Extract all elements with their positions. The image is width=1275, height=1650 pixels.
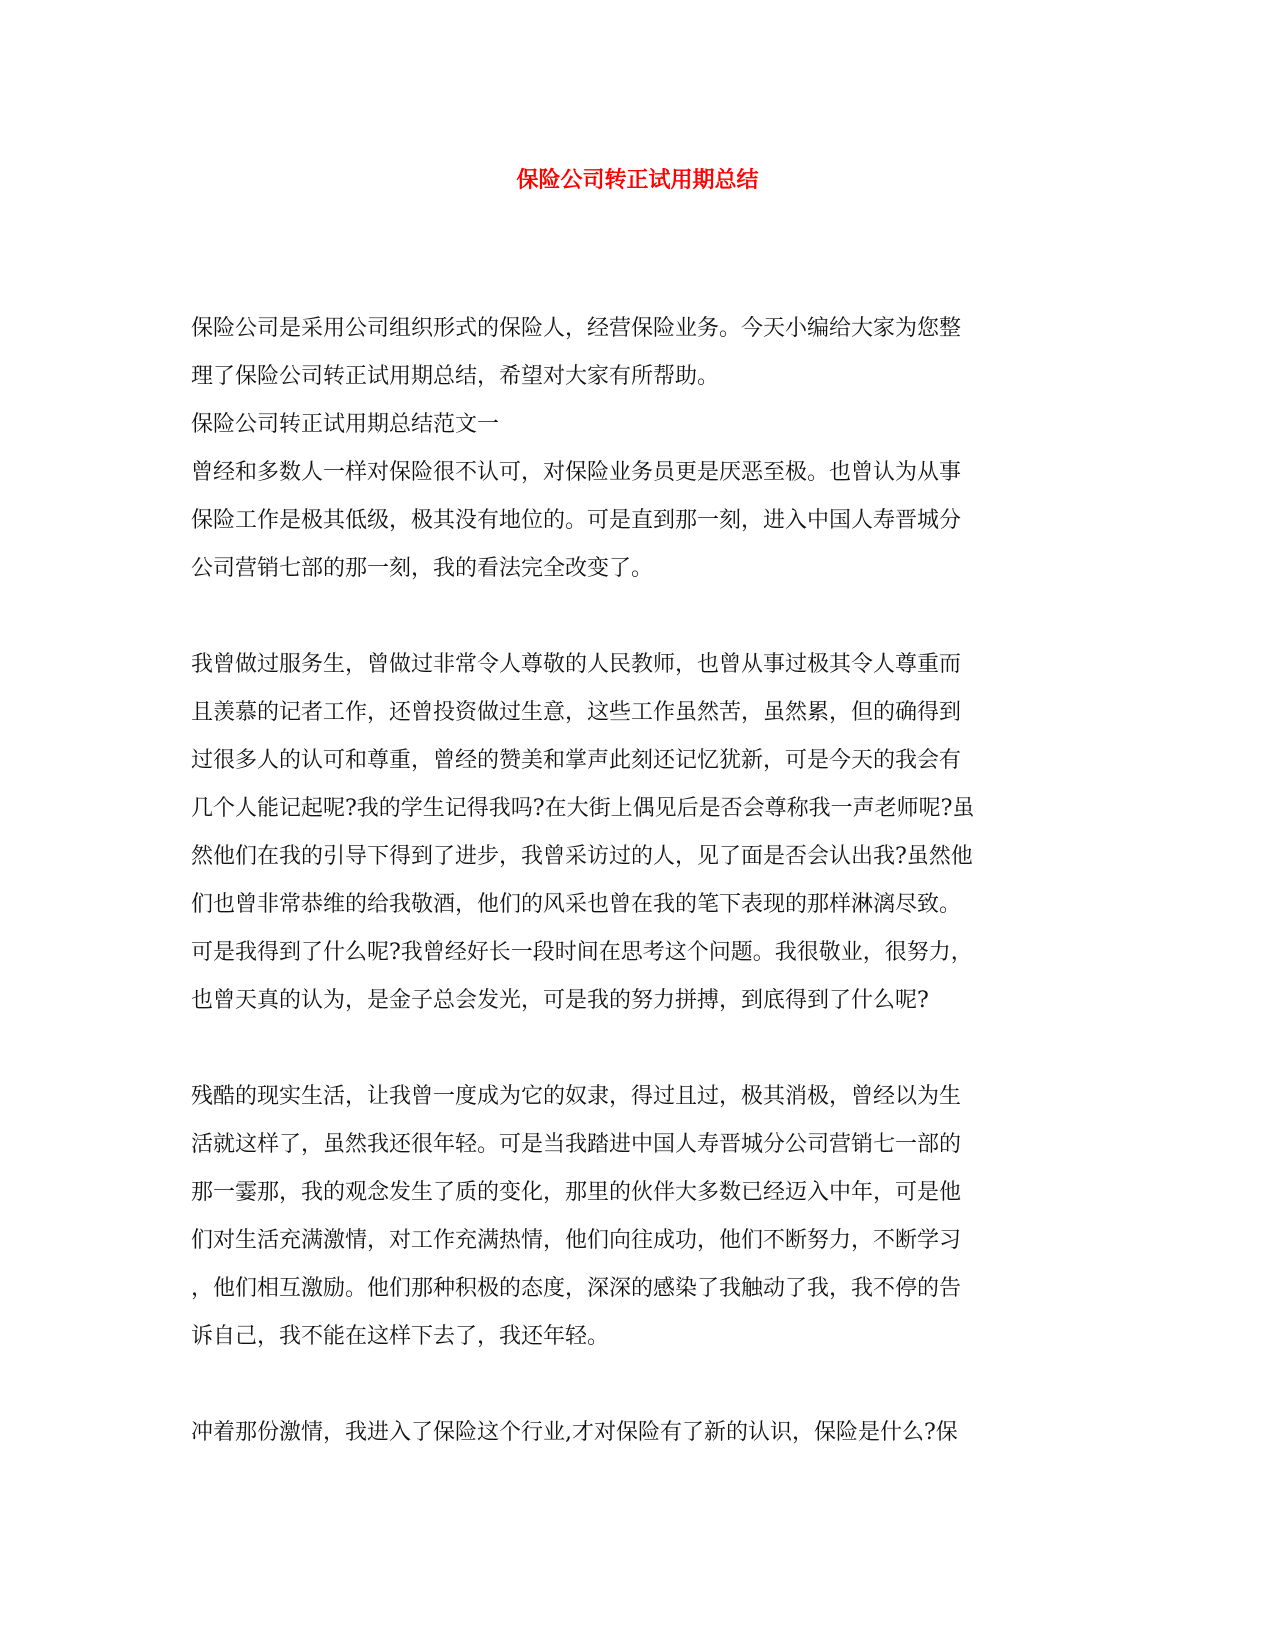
text-line: 保险工作是极其低级，极其没有地位的。可是直到那一刻，进入中国人寿晋城分 [191,508,962,533]
body-paragraph [191,1409,1091,1457]
document-title: 保险公司转正试用期总结 [516,167,759,193]
text-line: 然他们在我的引导下得到了进步，我曾采访过的人，见了面是否会认出我?虽然他 [191,844,973,869]
text-line: ，他们相互激励。他们那种积极的态度，深深的感染了我触动了我，我不停的告 [191,1276,962,1301]
text-line: 也曾天真的认为，是金子总会发光，可是我的努力拼搏，到底得到了什么呢? [191,988,929,1013]
text-line: 诉自己，我不能在这样下去了，我还年轻。 [191,1324,610,1349]
body-paragraph [191,449,1091,593]
text-line: 那一霎那，我的观念发生了质的变化，那里的伙伴大多数已经迈入中年，可是他 [191,1180,962,1205]
text-line: 且羡慕的记者工作，还曾投资做过生意，这些工作虽然苦，虽然累，但的确得到 [191,700,962,725]
text-line: 们也曾非常恭维的给我敬酒，他们的风采也曾在我的笔下表现的那样淋漓尽致。 [191,892,962,917]
paragraph-spacer [191,1361,1091,1409]
text-line: 残酷的现实生活，让我曾一度成为它的奴隶，得过且过，极其消极，曾经以为生 [191,1084,962,1109]
text-line: 理了保险公司转正试用期总结，希望对大家有所帮助。 [191,364,720,389]
text-line: 过很多人的认可和尊重，曾经的赞美和掌声此刻还记忆犹新，可是今天的我会有 [191,748,962,773]
document-body [191,305,1091,1457]
text-line: 曾经和多数人一样对保险很不认可，对保险业务员更是厌恶至极。也曾认为从事 [191,460,962,485]
paragraph-spacer [191,1025,1091,1073]
text-line: 保险公司转正试用期总结范文一 [191,412,500,437]
body-paragraph [191,641,1091,1025]
text-line: 公司营销七部的那一刻，我的看法完全改变了。 [191,556,654,581]
text-line: 可是我得到了什么呢?我曾经好长一段时间在思考这个问题。我很敬业，很努力， [191,940,973,965]
body-paragraph [191,1073,1091,1361]
text-line: 保险公司是采用公司组织形式的保险人，经营保险业务。今天小编给大家为您整 [191,316,962,341]
intro-paragraph [191,305,1091,401]
text-line: 几个人能记起呢?我的学生记得我吗?在大街上偶见后是否会尊称我一声老师呢?虽 [191,796,975,821]
paragraph-spacer [191,593,1091,641]
text-line: 活就这样了，虽然我还很年轻。可是当我踏进中国人寿晋城分公司营销七一部的 [191,1132,962,1157]
text-line: 我曾做过服务生，曾做过非常令人尊敬的人民教师，也曾从事过极其令人尊重而 [191,652,962,677]
text-line: 们对生活充满激情，对工作充满热情，他们向往成功，他们不断努力，不断学习 [191,1228,962,1253]
section-heading [191,401,1091,449]
text-line: 冲着那份激情，我进入了保险这个行业,才对保险有了新的认识，保险是什么?保 [191,1420,958,1445]
